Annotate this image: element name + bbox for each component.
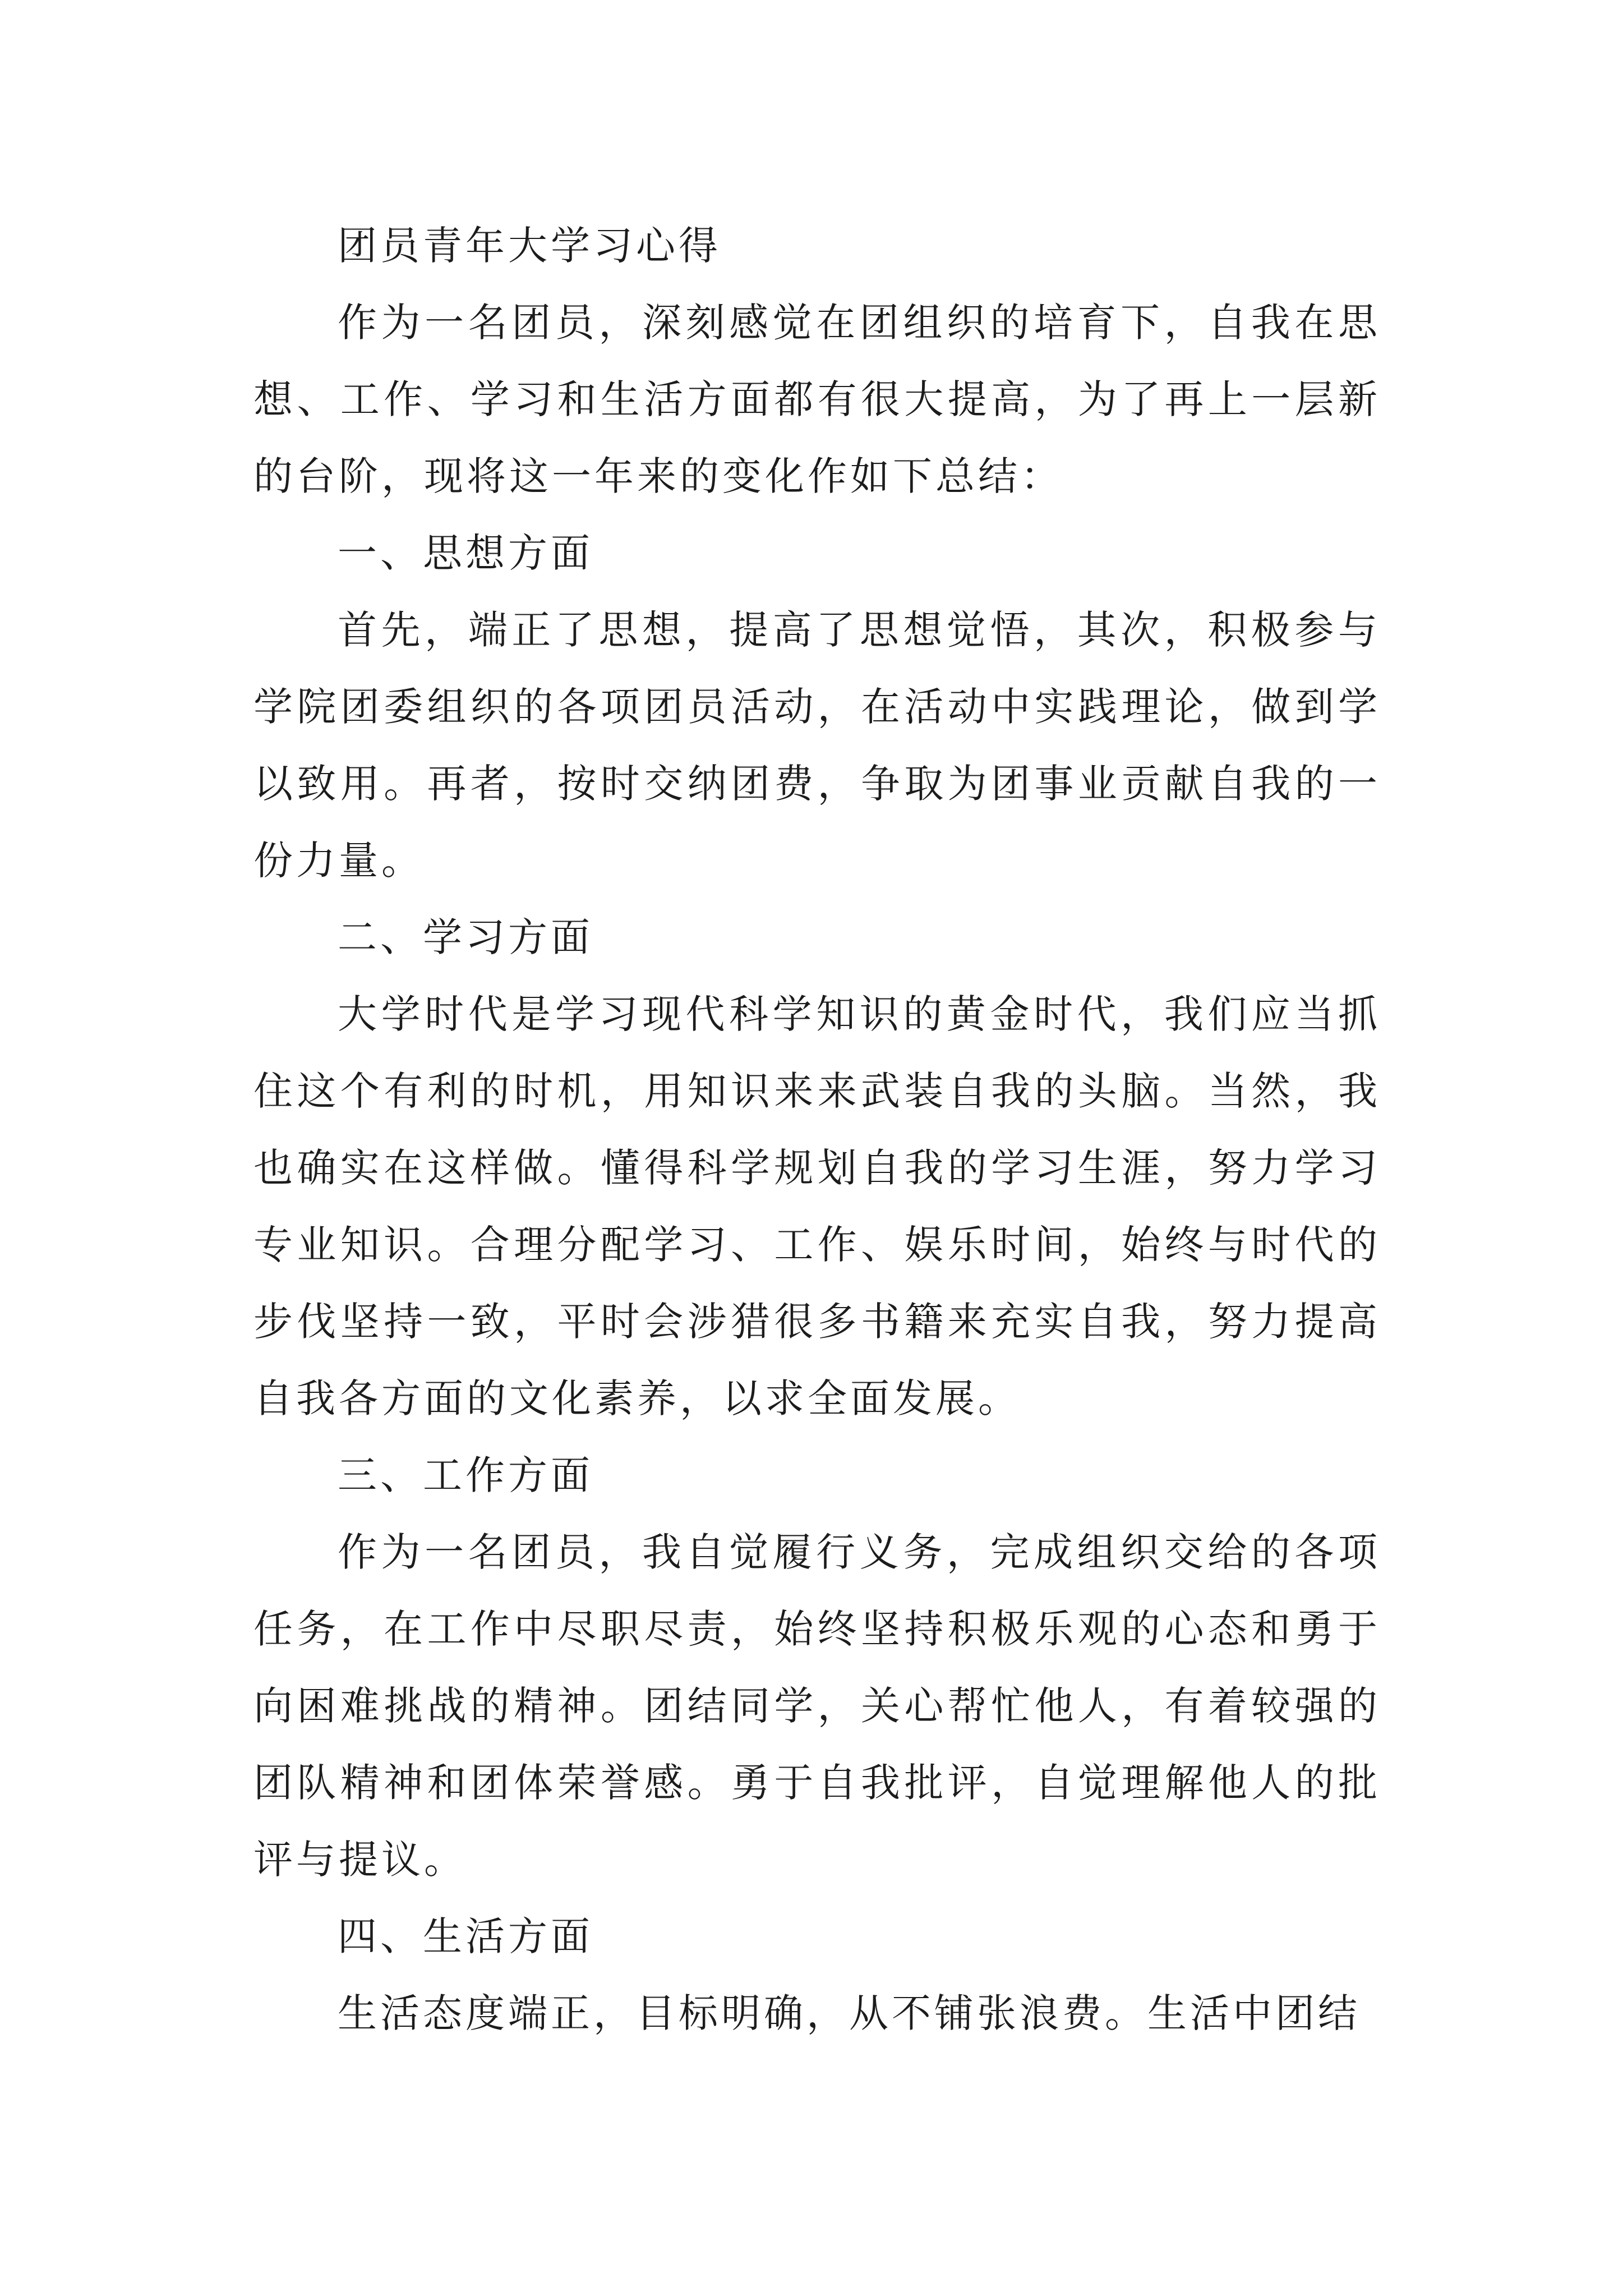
document-body: [253, 208, 1381, 2052]
section-heading-thought: 一、思想方面: [338, 530, 593, 576]
intro-paragraph: 作为一名团员，深刻感觉在团组织的培育下，自我在思想、工作、学习和生活方面都有很大提高，为了再上一层新的台阶，现将这一年来的变化作如下总结：: [253, 300, 1381, 499]
thought-paragraph: 首先，端正了思想，提高了思想觉悟，其次，积极参与学院团委组织的各项团员活动，在活动中实践理论，做到学以致用。再者，按时交纳团费，争取为团事业贡献自我的一份力量。: [253, 607, 1381, 884]
study-paragraph: 大学时代是学习现代科学知识的黄金时代，我们应当抓住这个有利的时机，用知识来来武装自我的头脑。当然，我也确实在这样做。懂得科学规划自我的学习生涯，努力学习专业知识。合理分配学习、工作、娱乐时间，始终与时代的步伐坚持一致，平时会涉猎很多书籍来充实自我，努力提高自我各方面的文化素养，以求全面发展。: [253, 991, 1381, 1421]
section-heading-work: 三、工作方面: [338, 1452, 593, 1498]
section-heading-study: 二、学习方面: [338, 914, 593, 960]
section-heading-life: 四、生活方面: [338, 1913, 593, 1959]
document-title: 团员青年大学习心得: [338, 223, 721, 269]
work-paragraph: 作为一名团员，我自觉履行义务，完成组织交给的各项任务，在工作中尽职尽责，始终坚持积极乐观的心态和勇于向困难挑战的精神。团结同学，关心帮忙他人，有着较强的团队精神和团体荣誉感。勇于自我批评，自觉理解他人的批评与提议。: [253, 1529, 1381, 1883]
life-paragraph: 生活态度端正，目标明确，从不铺张浪费。生活中团结: [338, 1990, 1361, 2036]
